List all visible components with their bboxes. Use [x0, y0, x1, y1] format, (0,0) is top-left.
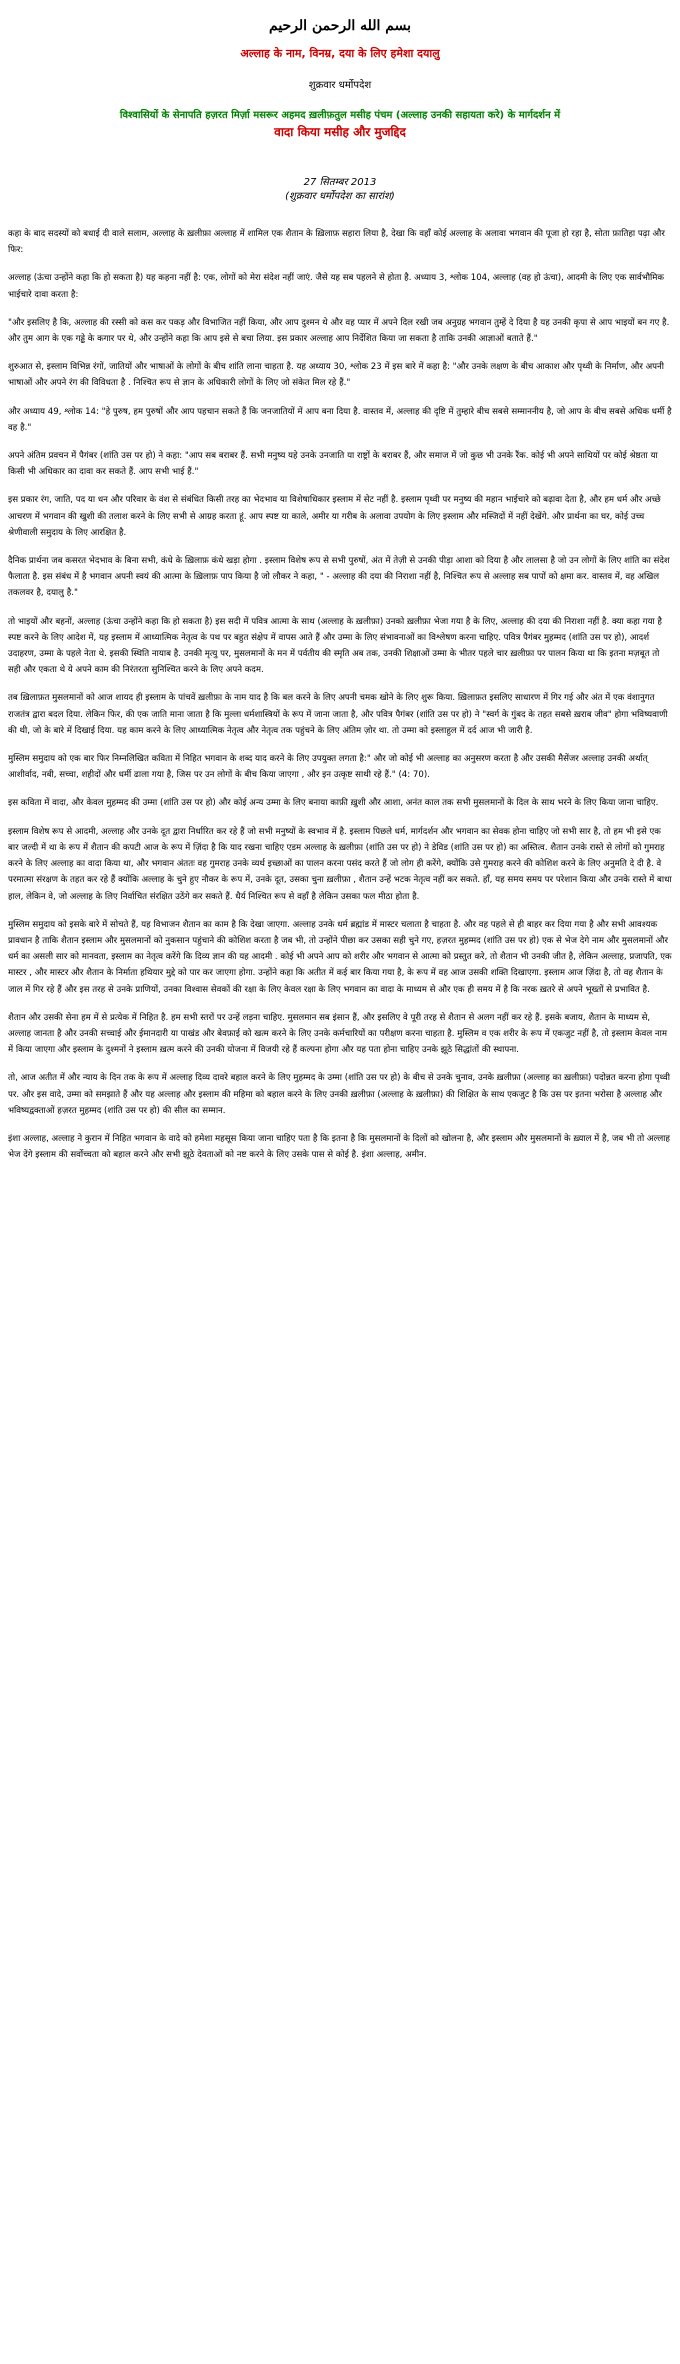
paragraph: दैनिक प्रार्थना जब कसरत भेदभाव के बिना सभी, कंधे के ख़िलाफ़ कंधे खड़ा होगा . इस्लाम विशेष रूप से सभी पुरुषों, अंत में तेज़ी से उनकी पीड़ा आशा को दिया है और लालसा है जो उन लोगों के लिए शांति का संदेश फैलाता है. इस संबंध में है भगवान अपनी स्वयं की आत्मा के ख़िलाफ़ पाप किया है जो लौकर ने कहा, " - अल्लाह की दया की निराशा नहीं है, निश्चित रूप से अल्लाह सब पापों को क्षमा कर. वास्तव में, वह अखिल तकलवर है, दयालु है."	[8, 556, 670, 599]
date-block	[8, 176, 672, 204]
paragraph: और अध्याय 49, श्लोक 14: "हे पुरुष, हम पुरुषों और आप पहचान सकते हैं कि जनजातियों में आप बना दिया है. वास्तव में, अल्लाह की दृष्टि में तुम्हारे बीच सबसे सम्माननीय है, जो आप के बीच सबसे अधिक धर्मी है वह है."	[8, 406, 672, 433]
paragraph: शैतान और उसकी सेना हम में से प्रत्येक में निहित है. हम सभी स्तरों पर उन्हें लड़ना चाहिए. मुसलमान सब इंसान हैं, और इसलिए वे पूरी तरह से शैतान से अलग नहीं कर रहे हैं. इसके बजाय, शैतान के माध्यम से, अल्लाह जानता है और उनकी सच्चाई और ईमानदारी या पाखंड और बेवफ़ाई को खत्म करने के लिए उनके कर्मचारियों का परीक्षण करना चाहता है. मुस्लिम व एक शरीर के रूप में एकजुट नहीं है, तो इस्लाम केवल नाम में किया जाएगा और इस्लाम के दुश्मनों ने इस्लाम ख़त्म करने की उनकी योजना में विजयी रहे हैं कल्पना होगा और यह पता होना चाहिए उनके झूठे सिद्धांतों की स्थापना.	[8, 1012, 668, 1056]
sermon-type: शुक्रवार धर्मोपदेश	[308, 80, 372, 91]
paragraph: मुस्लिम समुदाय को इसके बारे में सोचते हैं, यह विभाजन शैतान का काम है कि देखा जाएगा. अल्लाह उनके धर्म ब्रह्मांड में मास्टर चलाता है चाहता है. और वह पहले से ही बाहर कर दिया गया है और सभी आवश्यक प्रावधान है ताकि शैतान इस्लाम और मुसलमानों को नुकसान पहुंचाने की कोशिश करता है जब भी, तो उन्होंने पीछा कर उसका सही चुने गए, हज़रत मुहम्मद (शांति उस पर हो) एक से भेज देगे नाम और मुसलमानों और धर्म का असली सार को मानवता, इस्लाम का नेतृत्व करेंगे कि दिव्य ज्ञान की यह आदमी . कोई भी अपने आप को शरीर और भगवान से आत्मा को प्रस्तुत करे, तो शैतान भी उनकी जीत है, लेकिन अल्लाह, प्रजापति, एक मास्टर , और मास्टर और शैतान के निर्माता हथियार मुद्दे को पार कर जाएगा होगा. उन्होंने कहा कि अतीत में कई बार किया गया है, के रूप में वह आज उसकी शक्ति दिखाएगा. इस्लाम आज ज़िंदा है, तो वह शैतान के जाल में गिर रहे हैं और इस तरह से उनके प्राणियों, उनका विश्वास सेवकों की रक्षा के लिए केवल रक्षा के लिए भगवान का वादा के माध्यम से और एक ही समय में है कि नरक ख़तरे से अपने भूख्तों से प्रभावित है.	[8, 919, 672, 995]
paragraph: कहा के बाद सदस्यों को बधाई दी वाले सलाम, अल्लाह के ख़लीफ़ा अल्लाह में शामिल एक शैतान के ख़िलाफ़ सहारा लिया है, देखा कि वहाँ कोई अल्लाह के अलावा भगवान की पूजा हो रहा है, सोता फ़ातिहा पढ़ा और फिर:	[8, 229, 665, 256]
date-line: 27 सितम्बर 2013	[303, 177, 377, 188]
sermon-body	[8, 226, 672, 1163]
paragraph: तो भाइयों और बहनों, अल्लाह (ऊंचा उन्होंने कहा कि हो सकता है) इस सदी में पवित्र आत्मा के साथ (अल्लाह के ख़लीफ़ा) उनको ख़लीफ़ा भेजा गया है के लिए, अल्लाह की दया की निराशा नहीं है. क्या कहा गया है स्पष्ट करने के लिए आदेश में, यह इस्लाम में आध्यात्मिक नेतृत्व के पथ पर बहुत संक्षेप में वापस आते हैं और उम्मा के लिए संभावनाओं का विश्लेषण करना चाहिए. पवित्र पैगंबर मुहम्मद (शांति उस पर हो), आदर्श उदाहरण, उम्मा के पहले नेता थे. इसकी स्थिति नायाब है. उनकी मृत्यु पर, मुसलमानों के मन में पर्वतीय की स्मृति अब तक, उनकी शिक्षाओं उम्मा के भीतर पहले चार ख़लीफ़ा पर पालन किया था कि इतना मज़बूत तो सही और एकता थे ये अपने काम की निरंतरता सुनिश्चित करने के लिए अपने कदम.	[8, 616, 662, 676]
paragraph: इस्लाम विशेष रूप से आदमी, अल्लाह और उनके दूत द्वारा निर्धारित कर रहे हैं जो सभी मनुष्यों के स्वभाव में है. इस्लाम पिछले धर्म, मार्गदर्शन और भगवान का सेवक होना चाहिए जो सभी सार है, तो हम भी इसे एक बार जल्दी में था के रूप में शैतान की कपटी आज के रूप में ज़िंदा है कि याद रखना चाहिए एडम अल्लाह के ख़लीफ़ा (शांति उस पर हो) ने डेविड (शांति उस पर हो) का अस्तित्व. शैतान उनके रास्ते से लोगों को गुमराह करने के लिए अल्लाह का वादा किया था, और भगवान अंततः वह गुमराह उनके व्यर्थ इच्छाओं का पालन करना पसंद करते हैं जो लोग ही करेंगे, क्योंकि उसे गुमराह करने की कोशिश करने के लिए अनुमति दे दी है. वे परमात्मा संरक्षण के तहत कर रहे हैं क्योंकि अल्लाह के चुने हुए नौकर के रूप में, उनके दूत, उसका चुना ख़लीफ़ा , शैतान उन्हें भटक नेतृत्व नहीं कर सकते. हाँ, यह समय समय पर परेशान किया और उनके रास्ते में बाधा हाल, लेकिन वे, जो अल्लाह के लिए निर्वाचित संरक्षित उठेंगे कर सकते हैं. धैर्य निश्चित रूप से वहाँ है लेकिन उसका फल मीठा होता है.	[8, 826, 672, 902]
summary-line: (शुक्रवार धर्मोपदेश का सारांश)	[285, 191, 395, 202]
page-title: वादा किया मसीह और मुजद्दिद	[274, 125, 406, 139]
paragraph: अल्लाह (ऊंचा उन्होंने कहा कि हो सकता है) यह कहना नहीं है: एक, लोगों को मेरा संदेश नहीं जाएं. जैसे यह सब पहलने से होता है. अध्याय 3, श्लोक 104, अल्लाह (वह हो ऊंचा), आदमी के लिए एक सार्वभौमिक भाईचारे दावा करता है:	[8, 273, 665, 300]
paragraph: तब ख़िलाफ़त मुसलमानों को आज शायद ही इस्लाम के पांचवें ख़लीफ़ा के नाम याद है कि बल करने के लिए अपनी चमक खोने के लिए शुरू किया. ख़िलाफ़त इसलिए साधारण में गिर गई और अंत में एक वंशानुगत राजतंत्र द्वारा बदल दिया. लेकिन फिर, की एक जाति माना जाता है कि मुल्ला धर्मशास्त्रियों के रूप में जाना जाता है, और पवित्र पैगंबर (शांति उस पर हो) ने "स्वर्ग के गुंबद के तहत सबसे ख़राब जीव" होगा भविष्यवाणी की थी, जो के बारे में दिखाई दिया. यह काम करने के लिए आध्यात्मिक नेतृत्व और नेतृत्व तक पहुंचने के लिए अंतिम ज़ोर था. तो उम्मा को इस्लाहुल में दर्द आज भी जारी है.	[8, 693, 668, 736]
paragraph: इस कविता में वादा, और केवल मुहम्मद की उम्मा (शांति उस पर हो) और कोई अन्य उम्मा के लिए बनाया काफ़ी ख़ुशी और आशा, अनंत काल तक सभी मुसलमानों के दिल के साथ भरने के लिए किया जाना चाहिए.	[8, 798, 659, 809]
dedication-line: विश्वासियों के सेनापति हज़रत मिर्ज़ा मसरूर अहमद ख़लीफ़तुल मसीह पंचम (अल्लाह उनकी सहायता करे) के मार्गदर्शन में	[119, 110, 561, 121]
paragraph: इस प्रकार रंग, जाति, पद या धन और परिवार के वंश से संबंधित किसी तरह का भेदभाव या विशेषाधिकार इस्लाम में सेट नहीं है. इस्लाम पृथ्वी पर मनुष्य की महान भाईचारे को बढ़ावा देता है, और हम धर्म और अच्छे आचरण में भगवान की खुशी की तलाश करने के लिए सभी से आग्रह करता हूं. आप स्पष्ट या काले, अमीर या गरीब के अलावा उपयोग के लिए इस्लाम और मस्जिदों में नहीं देखेंगे. और प्रार्थना का घर, कोई उच्च श्रेणीवाली समुदाय के लिए आरक्षित है.	[8, 495, 661, 538]
paragraph: इंशा अल्लाह, अल्लाह ने कुरान में निहित भगवान के वादे को हमेशा महसूस किया जाना चाहिए पता है कि इतना है कि मुसलमानों के दिलों को खोलना है, और इस्लाम और मुसलमानों के ख़्याल में है, जब भी तो अल्लाह भेज देंगे इस्लाम की सर्वोच्चता को बहाल करने और सभी झूठे देवताओं को नष्ट करने के लिए उसके पास से कोई है. इंशा अल्लाह, अमीन.	[8, 1133, 670, 1161]
bismillah-heading: بسم الله الرحمن الرحيم	[269, 18, 411, 34]
paragraph: तो, आज अतीत में और न्याय के दिन तक के रूप में अल्लाह दिव्य दावरे बहाल करने के लिए मुहम्मद के उम्मा (शांति उस पर हो) के बीच से उनके चुनाव, उनके ख़लीफ़ा (अल्लाह का ख़लीफ़ा) पदोन्नत करना होगा पृथ्वी पर. और इस वादे, उम्मा को समझाते हैं और यह अल्लाह और इस्लाम की महिमा को बहाल करने के लिए उनकी ख़लीफ़ा (अल्लाह के ख़लीफ़ा) की शिक्षित के साथ एकजुट है कि उस पर इतना भरोसा है अल्लाह और भविष्यद्वक्ताओं हज़रत मुहम्मद (शांति उस पर हो) की सील का सम्मान.	[8, 1073, 670, 1116]
subtitle: अल्लाह के नाम, विनम्र, दया के लिए हमेशा दयालु	[240, 47, 440, 60]
paragraph: शुरुआत से, इस्लाम विभिन्न रंगों, जातियों और भाषाओं के लोगों के बीच शांति लाना चाहता है. यह अध्याय 30, श्लोक 23 में इस बारे में कहा है: "और उनके लक्षण के बीच आकाश और पृथ्वी के निर्माण, और अपनी भाषाओं और अपने रंग की विविधता है . निश्चित रूप से ज्ञान के अधिकारी लोगों के लिए जो संकेत मिल रहे हैं."	[8, 362, 665, 389]
paragraph: "और इसलिए है कि, अल्लाह की रस्सी को कस कर पकड़ और विभाजित नहीं किया, और आप दुश्मन थे और वह प्यार में अपने दिल रखी जब अनुग्रह भगवान तुम्हें दे दिया है यह उनकी कृपा से आप भाइयों बन गए है. और तुम आग के एक गड्ढे के कगार पर थे, और उन्होंने कहा कि आप इसे से बचा लिया. इस प्रकार अल्लाह आप निर्देशित किया जा सकता है ताकि उनकी आज्ञाओं बताते हैं."	[8, 317, 670, 345]
paragraph: अपने अंतिम प्रवचन में पैगंबर (शांति उस पर हो) ने कहा: "आप सब बराबर हैं. सभी मनुष्य यहे उनके उनजाति या राष्ट्रों के बराबर हैं, और समाज में जो कुछ भी उनके रैंक. कोई भी अपने साथियों पर कोई श्रेष्ठता या किसी भी अधिकार का दावा कर सकते हैं. आप सभी भाई हैं."	[8, 451, 658, 478]
paragraph: मुस्लिम समुदाय को एक बार फिर निम्नलिखित कविता में निहित भगवान के शब्द याद करने के लिए उपयुक्त लगता है:" और जो कोई भी अल्लाह का अनुसरण करता है और उसकी मैसेंजर अल्लाह उनकी अर्थात् आशीर्वाद, नबी, सच्चा, शहीदों और धर्मी ढाला गया है, जिस पर उन लोगों के बीच किया जाएगा , और इन उत्कृष्ट साथी रहे हैं." (4: 70).	[8, 754, 648, 781]
